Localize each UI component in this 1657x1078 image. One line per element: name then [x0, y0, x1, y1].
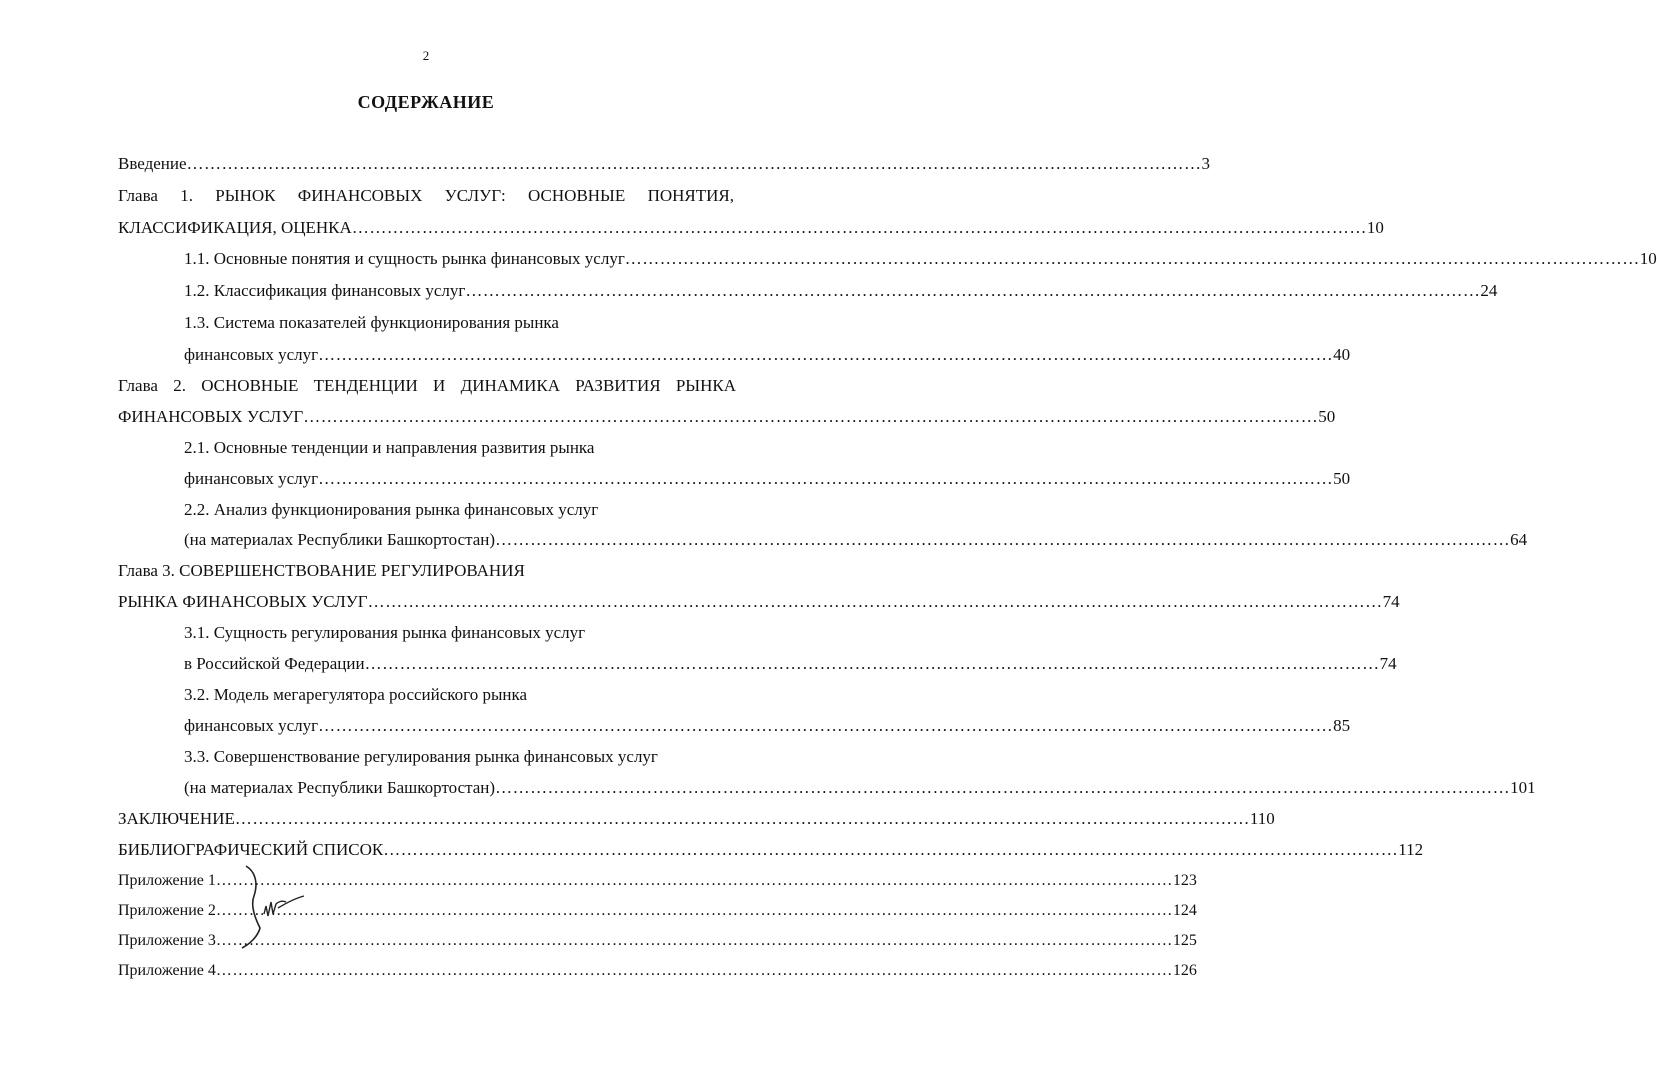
toc-chapter-1-line-1: Глава 1. РЫНОК ФИНАНСОВЫХ УСЛУГ: ОСНОВНЫЕ ПОНЯТИЯ, — [118, 186, 734, 205]
dot-leader: ………………………………………………………………………………………………………………………………………………………… — [186, 154, 1202, 173]
toc-entry-intro — [118, 152, 1211, 176]
toc-section-1-1 — [184, 247, 1657, 271]
toc-section-2-2-line-1: 2.2. Анализ функционирования рынка финансовых услуг — [184, 500, 599, 519]
dot-leader: ………………………………………………………………………………………………………………………………………………………… — [318, 345, 1334, 364]
toc-entry-text: в Российской Федерации — [184, 654, 365, 673]
toc-entry-page: 50 — [1318, 407, 1336, 426]
toc-entry-text: ЗАКЛЮЧЕНИЕ — [118, 809, 235, 828]
toc-entry-page: 64 — [1510, 530, 1528, 549]
dot-leader: ………………………………………………………………………………………………………………………………………………………… — [351, 218, 1367, 237]
handwritten-signature — [238, 862, 318, 952]
toc-entry-page: 125 — [1172, 932, 1197, 949]
toc-section-3-2-line-1: 3.2. Модель мегарегулятора российского рынка — [184, 685, 528, 704]
toc-entry-text: КЛАССИФИКАЦИЯ, ОЦЕНКА — [118, 218, 352, 237]
toc-entry-page: 3 — [1201, 154, 1211, 173]
toc-section-3-1-line-2 — [184, 652, 1397, 676]
toc-section-1-3-line-2 — [184, 343, 1351, 367]
toc-entry-text: финансовых услуг — [184, 345, 319, 364]
toc-entry-page: 24 — [1480, 281, 1498, 300]
toc-chapter-2-line-2 — [118, 405, 1336, 429]
dot-leader: ………………………………………………………………………………………………………………………………………………………… — [624, 249, 1640, 268]
dot-leader: ………………………………………………………………………………………………………………………………………………………… — [364, 654, 1380, 673]
toc-entry-page: 85 — [1333, 716, 1351, 735]
toc-entry-text: финансовых услуг — [184, 469, 319, 488]
page-number: 2 — [422, 48, 430, 63]
dot-leader: ………………………………………………………………………………………………………………………………………………………… — [495, 778, 1511, 797]
toc-section-2-1-line-1: 2.1. Основные тенденции и направления развития рынка — [184, 438, 595, 457]
toc-section-3-1-line-1: 3.1. Сущность регулирования рынка финансовых услуг — [184, 623, 586, 642]
toc-entry-page: 10 — [1639, 249, 1657, 268]
toc-entry-text: Приложение 2 — [118, 902, 216, 919]
toc-entry-page: 10 — [1366, 218, 1384, 237]
toc-entry-page: 126 — [1172, 962, 1197, 979]
toc-entry-page: 101 — [1510, 778, 1536, 797]
toc-section-2-2-line-2 — [184, 528, 1528, 552]
dot-leader: ………………………………………………………………………………………………………………………………………………………… — [318, 716, 1334, 735]
dot-leader: ………………………………………………………………………………………………………………………………………………………… — [215, 962, 1173, 979]
toc-entry-text: Приложение 1 — [118, 872, 216, 889]
toc-entry-text: РЫНКА ФИНАНСОВЫХ УСЛУГ — [118, 592, 368, 611]
toc-entry-appendix-4 — [118, 959, 1197, 983]
toc-entry-text: финансовых услуг — [184, 716, 319, 735]
dot-leader: ………………………………………………………………………………………………………………………………………………………… — [383, 840, 1399, 859]
toc-section-1-3-line-1: 1.3. Система показателей функционирования рынка — [184, 313, 559, 332]
dot-leader: ………………………………………………………………………………………………………………………………………………………… — [303, 407, 1319, 426]
toc-chapter-1-line-2 — [118, 216, 1384, 240]
toc-section-2-1-line-2 — [184, 467, 1351, 491]
dot-leader: ………………………………………………………………………………………………………………………………………………………… — [465, 281, 1481, 300]
page-title: СОДЕРЖАНИЕ — [357, 92, 495, 112]
toc-entry-text: (на материалах Республики Башкортостан) — [184, 530, 496, 549]
toc-section-3-3-line-2 — [184, 776, 1536, 800]
toc-entry-appendix-2 — [118, 899, 1197, 923]
toc-entry-appendix-1 — [118, 869, 1197, 893]
toc-entry-page: 74 — [1379, 654, 1397, 673]
toc-entry-text: БИБЛИОГРАФИЧЕСКИЙ СПИСОК — [118, 840, 384, 859]
toc-entry-page: 50 — [1333, 469, 1351, 488]
toc-chapter-2-line-1: Глава 2. ОСНОВНЫЕ ТЕНДЕНЦИИ И ДИНАМИКА РАЗВИТИЯ РЫНКА — [118, 376, 736, 395]
toc-entry-page: 74 — [1382, 592, 1400, 611]
toc-entry-page: 112 — [1398, 840, 1424, 859]
toc-entry-text: (на материалах Республики Башкортостан) — [184, 778, 496, 797]
toc-chapter-3-line-2 — [118, 590, 1400, 614]
dot-leader: ………………………………………………………………………………………………………………………………………………………… — [215, 932, 1173, 949]
toc-entry-page: 110 — [1249, 809, 1275, 828]
toc-entry-bibliography — [118, 838, 1424, 862]
dot-leader: ………………………………………………………………………………………………………………………………………………………… — [367, 592, 1383, 611]
toc-entry-text: ФИНАНСОВЫХ УСЛУГ — [118, 407, 304, 426]
toc-chapter-3-line-1: Глава 3. СОВЕРШЕНСТВОВАНИЕ РЕГУЛИРОВАНИЯ — [118, 561, 525, 580]
toc-entry-text: Приложение 4 — [118, 962, 216, 979]
dot-leader: ………………………………………………………………………………………………………………………………………………………… — [234, 809, 1250, 828]
toc-entry-page: 40 — [1333, 345, 1351, 364]
toc-section-3-3-line-1: 3.3. Совершенствование регулирования рынка финансовых услуг — [184, 747, 658, 766]
toc-entry-appendix-3 — [118, 929, 1197, 953]
dot-leader: ………………………………………………………………………………………………………………………………………………………… — [215, 902, 1173, 919]
toc-entry-conclusion — [118, 807, 1275, 831]
toc-entry-page: 123 — [1172, 872, 1197, 889]
toc-entry-text: 1.2. Классификация финансовых услуг — [184, 281, 466, 300]
toc-section-1-2 — [184, 279, 1498, 303]
toc-entry-text: 1.1. Основные понятия и сущность рынка финансовых услуг — [184, 249, 625, 268]
toc-entry-text: Приложение 3 — [118, 932, 216, 949]
toc-entry-text: Введение — [118, 154, 187, 173]
dot-leader: ………………………………………………………………………………………………………………………………………………………… — [318, 469, 1334, 488]
dot-leader: ………………………………………………………………………………………………………………………………………………………… — [215, 872, 1173, 889]
dot-leader: ………………………………………………………………………………………………………………………………………………………… — [495, 530, 1511, 549]
toc-section-3-2-line-2 — [184, 714, 1351, 738]
toc-entry-page: 124 — [1172, 902, 1197, 919]
